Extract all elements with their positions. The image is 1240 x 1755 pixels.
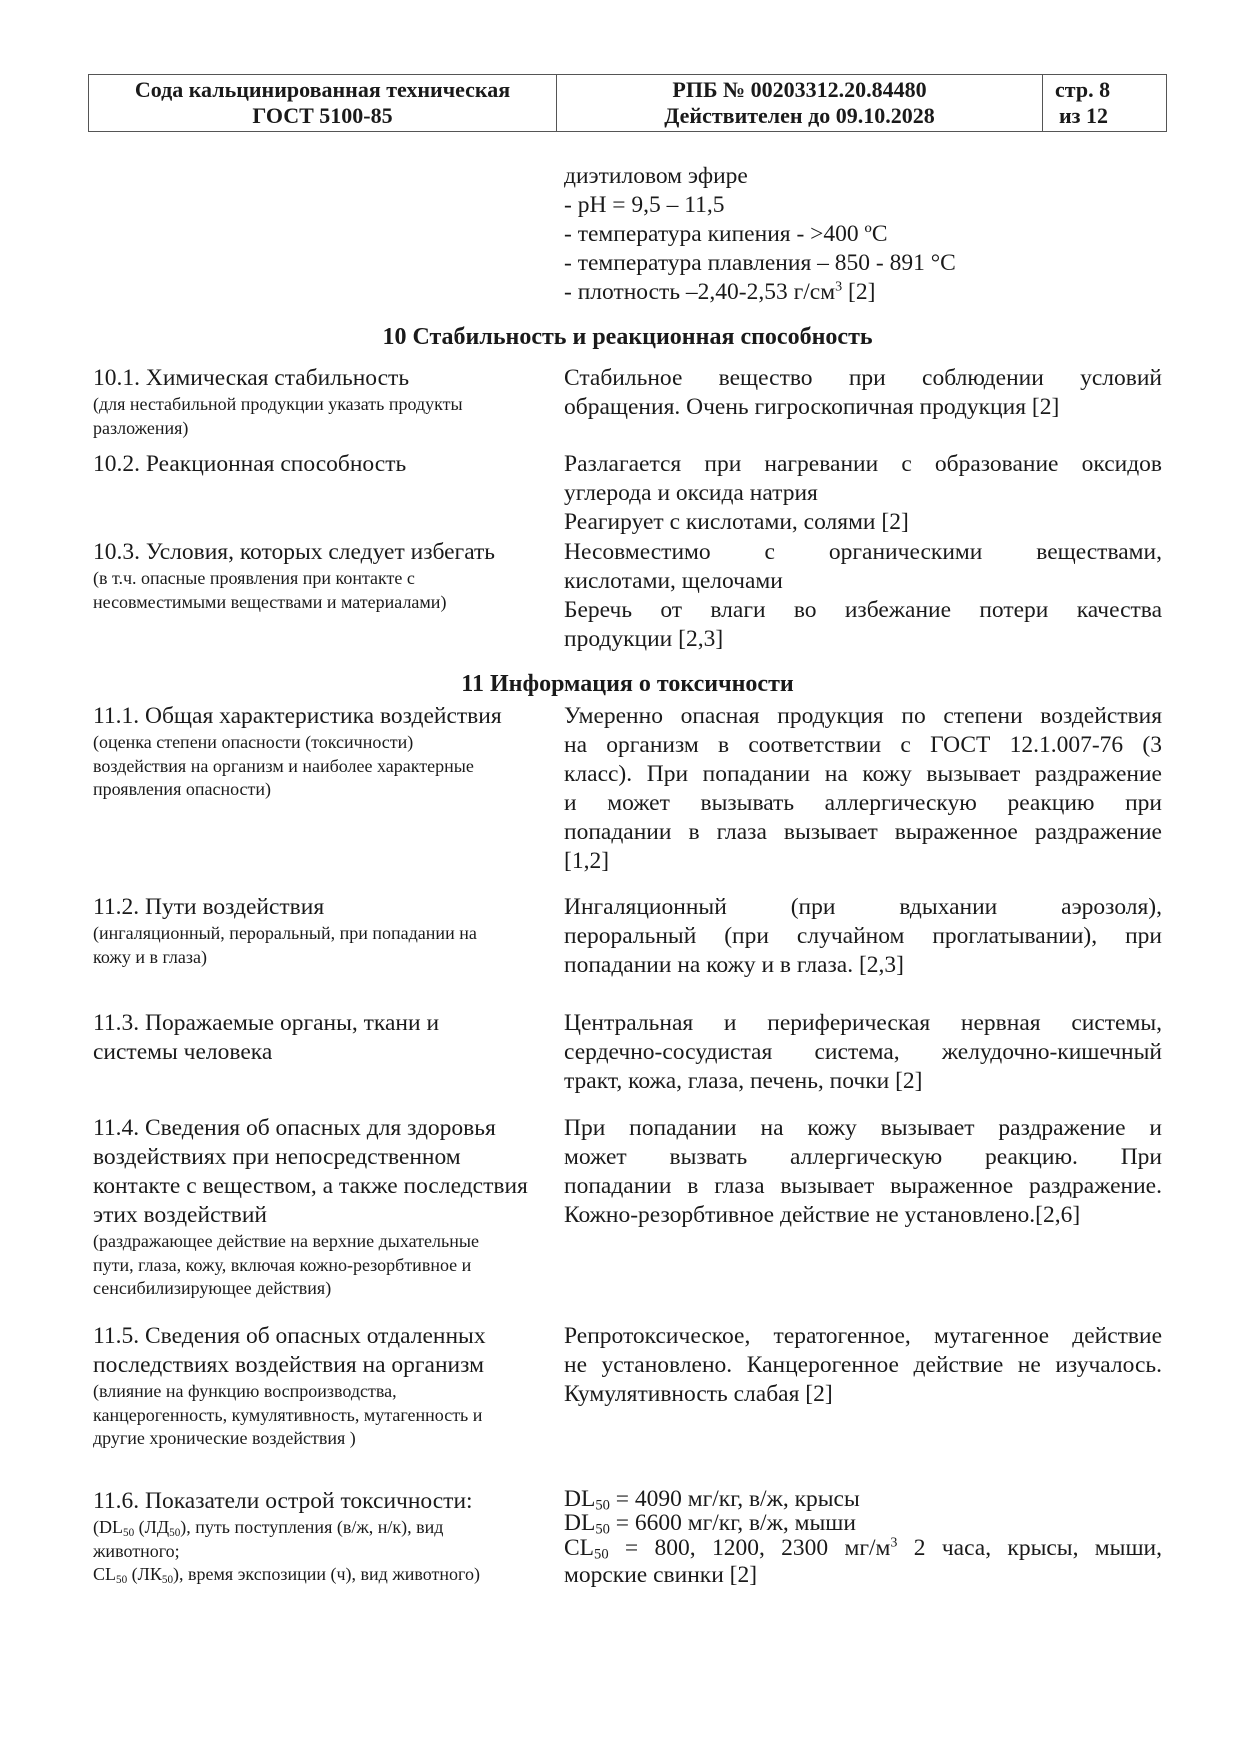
- value-line: Реагирует с кислотами, солями [2]: [564, 509, 909, 535]
- melting-point: - температура плавления – 850 - 891 °С: [564, 250, 956, 276]
- item-10-3-value: [564, 538, 1162, 654]
- value-line: Репротоксическое, тератогенное, мутагенное действие: [564, 1323, 1162, 1349]
- page-total: из 12: [1059, 103, 1109, 128]
- item-hint: животного;: [93, 1540, 180, 1561]
- item-label: 10.3. Условия, которых следует избегать: [93, 539, 496, 565]
- item-11-4-value: [564, 1114, 1162, 1230]
- item-10-2-value: [564, 450, 1162, 537]
- item-label: 10.1. Химическая стабильность: [93, 365, 410, 391]
- item-label: контакте с веществом, а также последствия: [93, 1173, 528, 1199]
- item-11-3-value: [564, 1009, 1162, 1096]
- value-line: При попадании на кожу вызывает раздражение и: [564, 1115, 1162, 1141]
- section9-continuation: [564, 162, 956, 307]
- item-11-1-label-block: [93, 702, 561, 802]
- value-line: сердечно-сосудистая система, желудочно-кишечный: [564, 1039, 1162, 1065]
- value-line: Умеренно опасная продукция по степени воздействия: [564, 703, 1162, 729]
- item-label: этих воздействий: [93, 1202, 268, 1228]
- item-hint: ($DL_{50}$ $(ЛД_{50})$, путь поступления (в/ж, н/к), вид: [93, 1517, 444, 1539]
- item-10-1-label-block: [93, 364, 561, 440]
- page-number: стр. 8: [1055, 77, 1111, 102]
- value-line: обращения. Очень гигроскопичная продукция [2]: [564, 394, 1060, 420]
- item-hint: (ингаляционный, пероральный, при попадании на: [93, 923, 477, 943]
- item-label: 11.3. Поражаемые органы, ткани и: [93, 1010, 440, 1036]
- value-line: Ингаляционный (при вдыхании аэрозоля),: [564, 894, 1162, 920]
- item-label: 11.5. Сведения об опасных отдаленных: [93, 1323, 486, 1349]
- item-hint: (в т.ч. опасные проявления при контакте с: [93, 568, 415, 588]
- value-line: пероральный (при случайном проглатывании), при: [564, 923, 1162, 949]
- item-label: 11.6. Показатели острой токсичности:: [93, 1488, 473, 1514]
- value-line: Кумулятивность слабая [2]: [564, 1381, 833, 1407]
- value-line: кислотами, щелочами: [564, 568, 783, 594]
- section-10-title: 10 Стабильность и реакционная способность: [382, 324, 873, 350]
- item-hint: (раздражающее действие на верхние дыхательные: [93, 1231, 479, 1251]
- item-11-6-label-block: [93, 1487, 561, 1587]
- item-hint: (оценка степени опасности (токсичности): [93, 732, 414, 752]
- item-11-3-label-block: [93, 1009, 561, 1067]
- value-line: попадании в глаза вызывает выраженное раздражение.: [564, 1173, 1162, 1199]
- item-10-3-label-block: [93, 538, 561, 614]
- item-11-6-value: [564, 1487, 1162, 1589]
- item-label: системы человека: [93, 1039, 273, 1065]
- item-hint: пути, глаза, кожу, включая кожно-резорбтивное и: [93, 1254, 472, 1275]
- value-line: тракт, кожа, глаза, печень, почки [2]: [564, 1068, 923, 1094]
- item-hint: кожу и в глаза): [93, 946, 207, 967]
- value-line: Центральная и периферическая нервная системы,: [564, 1010, 1162, 1036]
- item-11-2-value: [564, 893, 1162, 980]
- ld50-mice: $DL_{50} = 6600$ мг/кг, в/ж, мыши: [564, 1510, 856, 1538]
- item-11-2-label-block: [93, 893, 561, 969]
- item-hint: воздействия на организм и наиболее характерные: [93, 755, 474, 776]
- product-name: Сода кальцинированная техническая: [134, 77, 511, 102]
- value-line: не установлено. Канцерогенное действие не изучалось.: [564, 1352, 1162, 1378]
- value-line: может вызвать аллергическую реакцию. При: [564, 1144, 1162, 1170]
- header-product-cell: [89, 75, 557, 131]
- value-line: попадании в глаза вызывает выраженное раздражение: [564, 819, 1162, 845]
- section-11-title: 11 Информация о токсичности: [461, 671, 794, 697]
- value-line: на организм в соответствии с ГОСТ 12.1.007-76 (3: [564, 732, 1162, 758]
- ld50-rats: $DL_{50} = 4090$ мг/кг, в/ж, крысы: [564, 1486, 860, 1514]
- value-line: Кожно-резорбтивное действие не установлено.[2,6]: [564, 1202, 1081, 1228]
- validity-date: Действителен до 09.10.2028: [664, 103, 935, 128]
- lc50-values: $CL_{50} = 800$, 1200, 2300 $мг/м^3$ 2 часа, крысы, мыши,: [564, 1534, 1162, 1563]
- item-hint: проявления опасности): [93, 779, 272, 799]
- item-label: 10.2. Реакционная способность: [93, 451, 407, 477]
- density: - плотность –2,40-2,53 $г/см^3$ [2]: [564, 278, 876, 305]
- item-11-4-label-block: [93, 1114, 561, 1301]
- value-line: класс). При попадании на кожу вызывает раздражение: [564, 761, 1162, 787]
- boiling-point: - температура кипения - >400 ºС: [564, 221, 888, 247]
- value-line: попадании на кожу и в глаза. [2,3]: [564, 952, 904, 978]
- item-11-5-value: [564, 1322, 1162, 1409]
- item-10-2-label-block: [93, 450, 561, 479]
- item-hint: канцерогенность, кумулятивность, мутагенность и: [93, 1404, 483, 1425]
- value-line: Несовместимо с органическими веществами,: [564, 539, 1162, 565]
- item-hint: (влияние на функцию воспроизводства,: [93, 1381, 397, 1401]
- item-hint: $CL_{50}$ $(ЛК_{50})$, время экспозиции (ч), вид животного): [93, 1564, 480, 1586]
- ph-value: - pH = 9,5 – 11,5: [564, 192, 725, 218]
- lc50-species: морские свинки [2]: [564, 1562, 758, 1588]
- value-line: Стабильное вещество при соблюдении условий: [564, 365, 1162, 391]
- value-line: Разлагается при нагревании с образование оксидов: [564, 451, 1162, 477]
- value-line: продукции [2,3]: [564, 626, 724, 652]
- item-10-1-value: [564, 364, 1162, 422]
- product-standard: ГОСТ 5100-85: [252, 103, 393, 128]
- item-label: 11.2. Пути воздействия: [93, 894, 325, 920]
- item-hint: (для нестабильной продукции указать продукты: [93, 394, 463, 414]
- value-line: и может вызывать аллергическую реакцию при: [564, 790, 1162, 816]
- item-hint: другие хронические воздействия ): [93, 1428, 356, 1448]
- header-registration-cell: [557, 75, 1043, 131]
- continuation-line: диэтиловом эфире: [564, 163, 748, 189]
- item-hint: несовместимыми веществами и материалами): [93, 591, 447, 612]
- item-label: последствиях воздействия на организм: [93, 1352, 484, 1378]
- value-line: Беречь от влаги во избежание потери качества: [564, 597, 1162, 623]
- item-11-5-label-block: [93, 1322, 561, 1451]
- item-hint: разложения): [93, 417, 189, 438]
- registration-number: РПБ № 00203312.20.84480: [672, 77, 927, 102]
- value-line: [1,2]: [564, 848, 610, 874]
- header-page-cell: [1043, 75, 1166, 131]
- item-label: воздействиях при непосредственном: [93, 1144, 461, 1170]
- item-label: 11.4. Сведения об опасных для здоровья: [93, 1115, 496, 1141]
- value-line: углерода и оксида натрия: [564, 480, 818, 506]
- item-hint: сенсибилизирующее действия): [93, 1278, 332, 1298]
- item-label: 11.1. Общая характеристика воздействия: [93, 703, 502, 729]
- item-11-1-value: [564, 702, 1162, 876]
- document-header-table: [88, 74, 1167, 132]
